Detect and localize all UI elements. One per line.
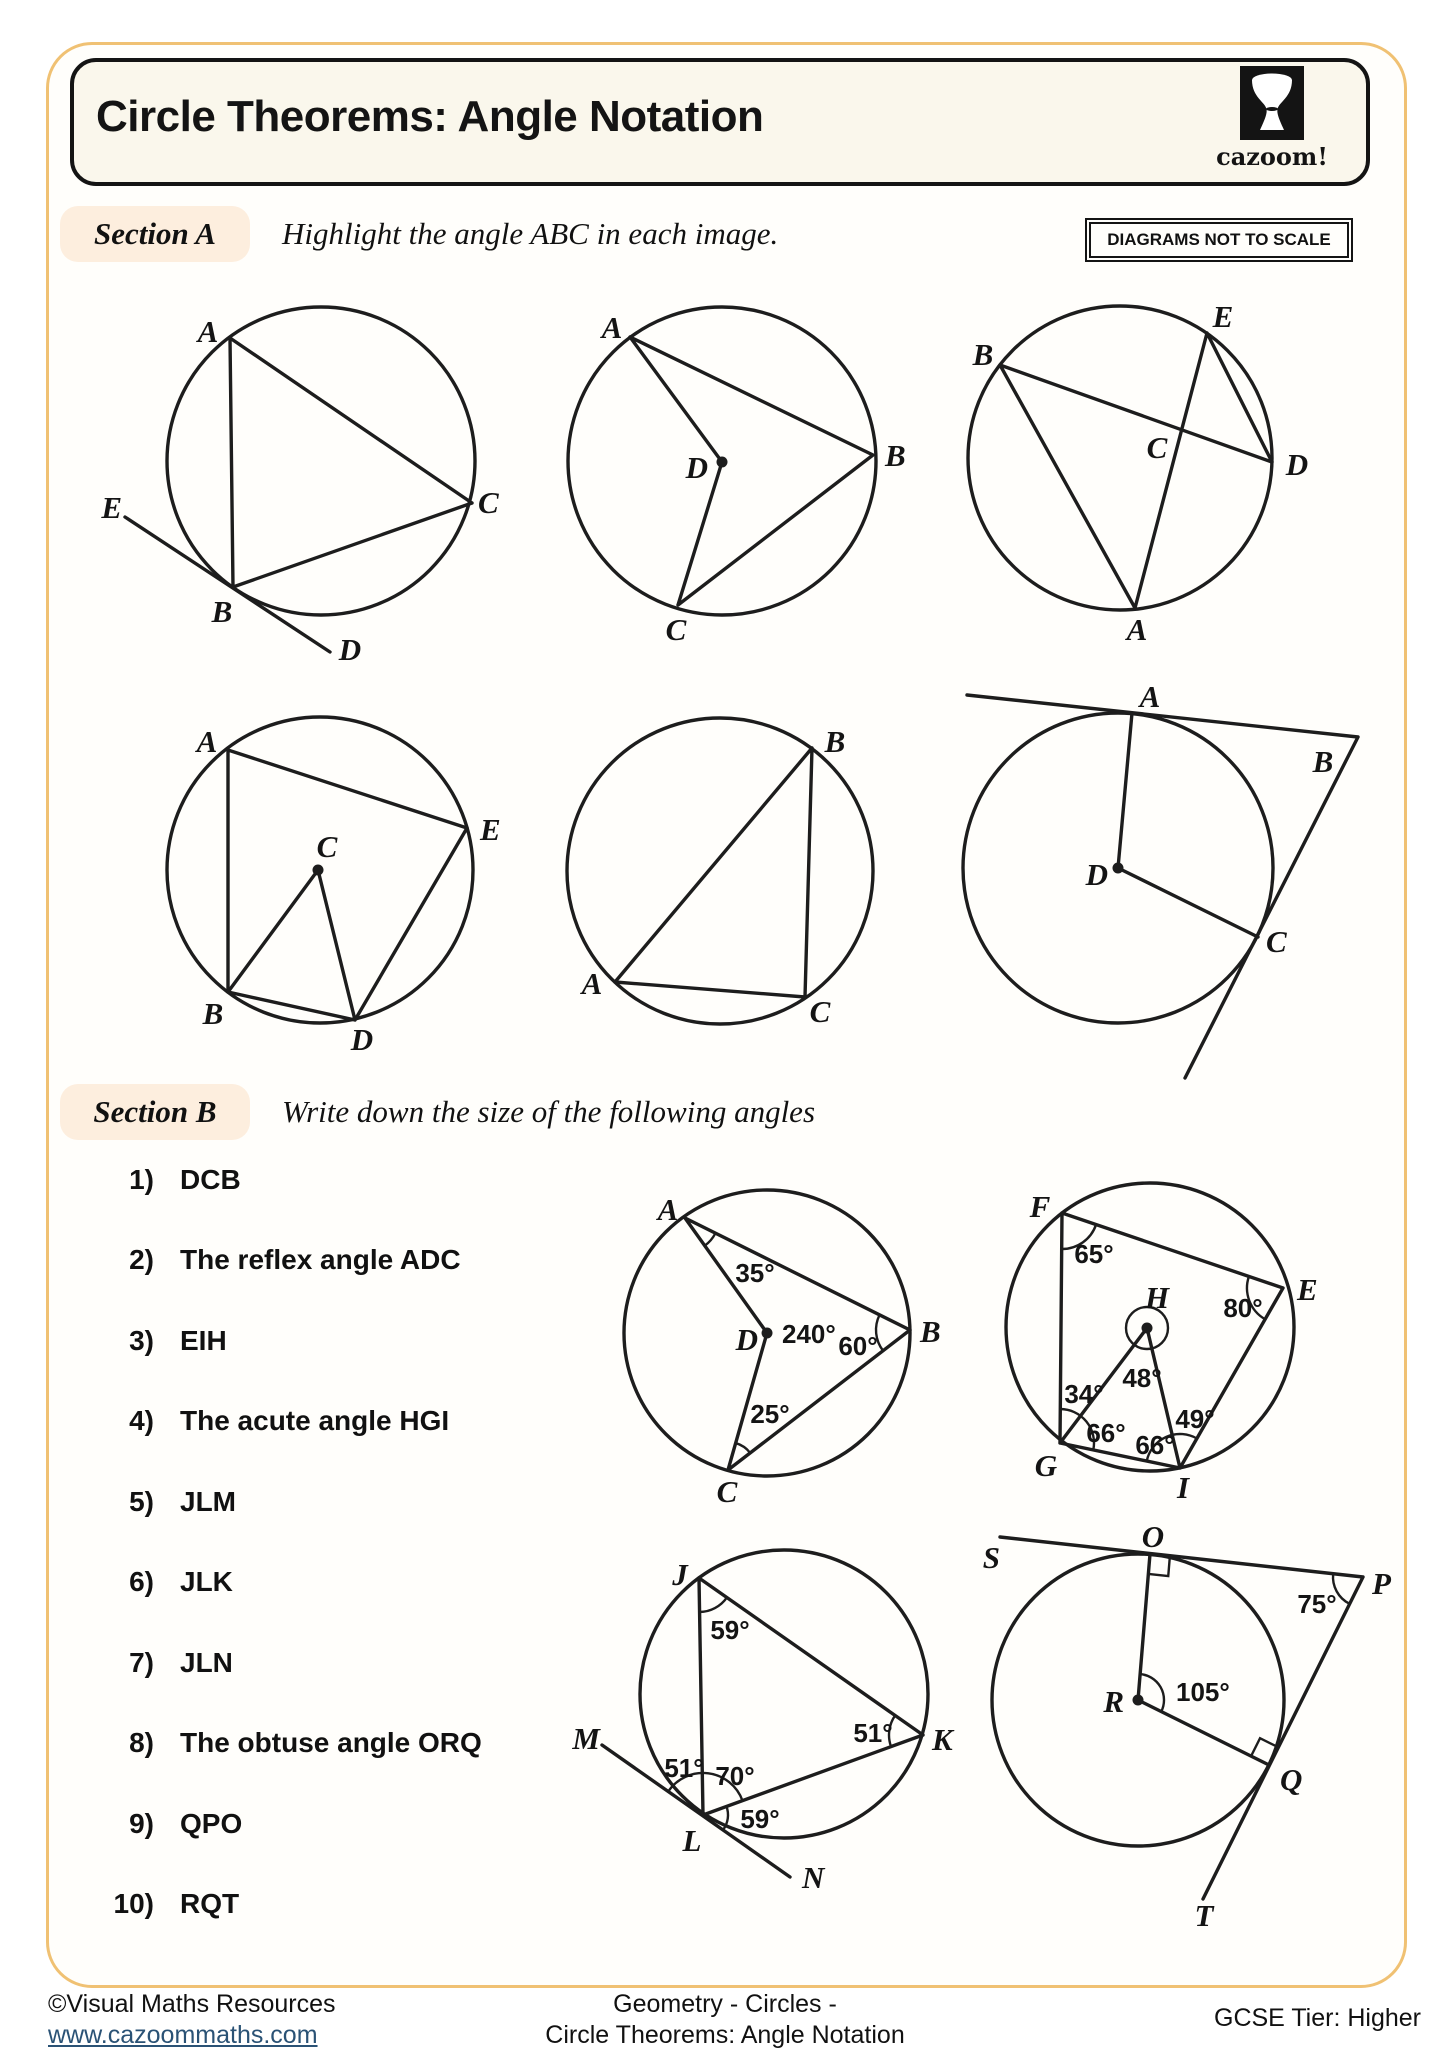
point-label-a5-B: B [824, 724, 846, 759]
point-label-a1-D: D [338, 632, 362, 667]
angle-label-b2-34: 34° [1064, 1379, 1104, 1409]
angle-label-b2-66-right: 66° [1135, 1430, 1175, 1460]
point-label-b4-P: P [1372, 1566, 1391, 1601]
point-label-b3-M: M [572, 1721, 600, 1756]
point-label-a1-A: A [197, 314, 219, 349]
point-label-a4-B: B [202, 996, 224, 1031]
point-label-a4-A: A [196, 724, 218, 759]
point-label-b2-F: F [1029, 1189, 1051, 1224]
point-label-b2-G: G [1034, 1448, 1058, 1483]
page-title: Circle Theorems: Angle Notation [96, 92, 764, 141]
point-label-a3-A: A [1126, 612, 1148, 647]
point-label-a2-B: B [885, 438, 906, 473]
footer-tier: GCSE Tier: Higher [1214, 2004, 1422, 2032]
angle-label-b4-105: 105° [1176, 1677, 1230, 1707]
section-a-instruction: Highlight the angle ABC in each image. [282, 216, 779, 251]
point-label-a4-C: C [316, 829, 338, 864]
diagram-b3 [571, 1550, 955, 1895]
point-label-a5-A: A [581, 966, 603, 1001]
point-label-a1-E: E [101, 490, 122, 525]
point-label-a5-C: C [809, 994, 831, 1029]
point-label-b1-C: C [716, 1474, 738, 1509]
point-label-a3-B: B [972, 337, 994, 372]
right-angle-mark-O [1148, 1556, 1170, 1576]
point-label-b3-K: K [932, 1722, 953, 1757]
point-label-a2-A: A [601, 310, 623, 345]
diagram-a1 [100, 307, 499, 667]
point-label-b4-T: T [1194, 1898, 1214, 1933]
angle-arc-b1-C [736, 1443, 751, 1453]
point-label-a3-E: E [1212, 299, 1234, 334]
point-label-b4-O: O [1141, 1519, 1165, 1554]
point-label-a1-B: B [211, 594, 233, 629]
diagram-a6 [963, 679, 1358, 1078]
diagram-b4 [983, 1519, 1392, 1933]
question-1: 1) DCB [129, 1164, 241, 1195]
diagram-b1 [624, 1190, 941, 1509]
question-7: 7) JLN [129, 1647, 233, 1678]
section-b-label: Section B [60, 1084, 250, 1140]
diagram-a5 [567, 718, 873, 1029]
point-label-b1-B: B [920, 1314, 941, 1349]
question-6: 6) JLK [129, 1566, 233, 1597]
cazoom-logo-text: cazoom! [1216, 142, 1328, 171]
question-9: 9) QPO [129, 1808, 243, 1839]
diagram-a4 [167, 717, 501, 1057]
diagram-a3 [968, 299, 1308, 647]
angle-label-b1-60: 60° [838, 1331, 878, 1361]
diagram-b2 [1006, 1183, 1318, 1505]
point-label-a6-A: A [1139, 679, 1161, 714]
point-label-a6-C: C [1266, 924, 1287, 959]
point-label-a2-D: D [685, 450, 708, 485]
point-label-a6-B: B [1312, 744, 1334, 779]
footer-copyright: ©Visual Maths Resources [48, 1990, 336, 2018]
footer-topic-line2: Circle Theorems: Angle Notation [545, 2021, 905, 2048]
angle-label-b4-75: 75° [1297, 1589, 1337, 1619]
question-5: 5) JLM [129, 1486, 236, 1517]
angle-label-b2-80: 80° [1223, 1293, 1263, 1323]
point-label-b2-H: H [1144, 1280, 1170, 1315]
point-label-a4-D: D [350, 1022, 374, 1057]
question-3: 3) EIH [129, 1325, 227, 1356]
section-b-instruction: Write down the size of the following angles [282, 1094, 816, 1129]
point-label-b2-E: E [1297, 1272, 1318, 1307]
angle-label-b1-25: 25° [750, 1399, 790, 1429]
section-a-label: Section A [60, 206, 250, 262]
point-label-b1-A: A [657, 1192, 679, 1227]
angle-label-b3-51-L: 51° [664, 1753, 704, 1783]
point-label-a3-C: C [1146, 430, 1168, 465]
question-4: 4) The acute angle HGI [129, 1405, 450, 1436]
question-8: 8) The obtuse angle ORQ [129, 1727, 482, 1758]
angle-arc-b1-A [705, 1233, 716, 1246]
angle-label-b2-48: 48° [1122, 1363, 1162, 1393]
point-label-b3-N: N [802, 1860, 825, 1895]
point-label-b3-L: L [682, 1823, 702, 1858]
angle-label-b3-59-L: 59° [740, 1804, 780, 1834]
point-label-a6-D: D [1085, 857, 1108, 892]
point-label-b4-R: R [1103, 1684, 1124, 1719]
question-10: 10) RQT [113, 1888, 240, 1919]
not-to-scale-text: DIAGRAMS NOT TO SCALE [1089, 222, 1349, 258]
point-label-b2-I: I [1176, 1470, 1190, 1505]
point-label-b1-D: D [735, 1322, 758, 1357]
point-label-b4-Q: Q [1280, 1762, 1303, 1797]
point-label-a1-C: C [478, 485, 499, 520]
point-label-a3-D: D [1285, 447, 1309, 482]
angle-label-b2-66-left: 66° [1086, 1418, 1126, 1448]
angle-arc-b3-J [700, 1598, 727, 1612]
diagram-a2 [568, 307, 906, 647]
angle-label-b3-59-J: 59° [710, 1615, 750, 1645]
point-label-a2-C: C [665, 612, 687, 647]
angle-label-b3-70: 70° [715, 1761, 755, 1791]
point-label-b3-J: J [672, 1557, 688, 1592]
point-label-b4-S: S [982, 1540, 1000, 1575]
angle-label-b2-65: 65° [1074, 1239, 1114, 1269]
question-2: 2) The reflex angle ADC [129, 1244, 461, 1275]
footer-website-link[interactable]: www.cazoommaths.com [48, 2021, 318, 2048]
angle-label-b3-51-K: 51° [853, 1718, 893, 1748]
angle-label-b2-49: 49° [1175, 1404, 1215, 1434]
footer-topic-line1: Geometry - Circles - [613, 1990, 837, 2018]
point-label-a4-E: E [480, 812, 501, 847]
angle-label-b1-35: 35° [735, 1258, 775, 1288]
angle-label-b1-240: 240° [782, 1319, 836, 1349]
